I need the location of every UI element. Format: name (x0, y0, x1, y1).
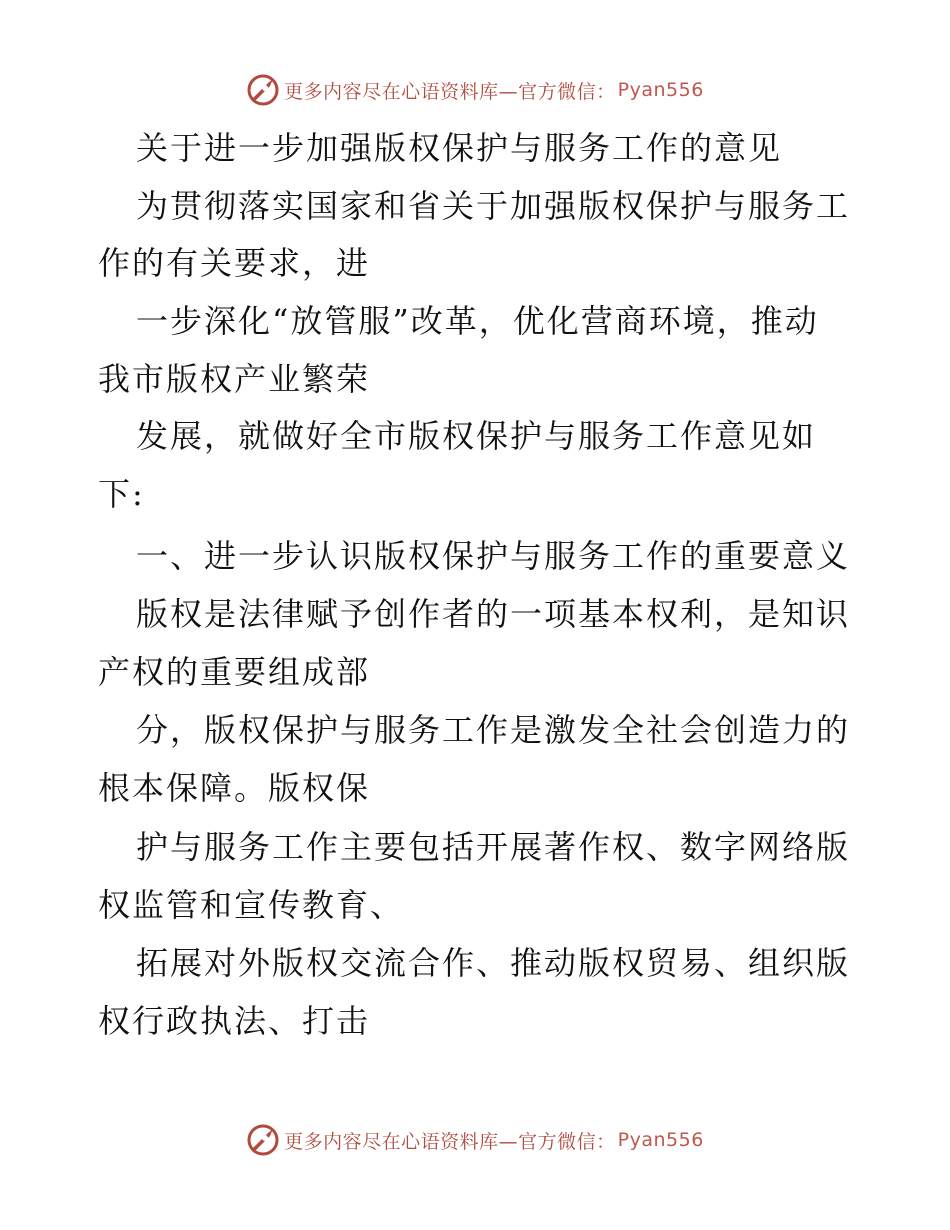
quill-logo-icon (246, 73, 280, 107)
watermark-contact: Pyan556 (617, 79, 704, 101)
paragraph-line: 拓展对外版权交流合作、推动版权贸易、组织版 (136, 944, 851, 982)
paragraph-line: 根本保障。版权保 (98, 769, 371, 807)
paragraph-line: 分，版权保护与服务工作是激发全社会创造力的 (136, 711, 851, 749)
paragraph-line: 下: (98, 475, 145, 513)
paragraph-line: 一步深化“放管服”改革，优化营商环境，推动 (136, 302, 819, 340)
paragraph-line: 权监管和宣传教育、 (98, 886, 405, 924)
paragraph-line: 作的有关要求，进 (98, 244, 371, 282)
header-watermark (0, 72, 950, 108)
footer-watermark (0, 1122, 950, 1158)
document-title: 关于进一步加强版权保护与服务工作的意见 (136, 129, 783, 167)
watermark-label: 更多内容尽在心语资料库—官方微信： (284, 1130, 616, 1153)
paragraph-line: 发展，就做好全市版权保护与服务工作意见如 (136, 417, 817, 455)
watermark-contact: Pyan556 (617, 1129, 704, 1151)
watermark-label: 更多内容尽在心语资料库—官方微信： (284, 80, 616, 103)
quill-logo-icon (246, 1123, 280, 1157)
paragraph-line: 权行政执法、打击 (98, 1002, 371, 1040)
paragraph-line: 护与服务工作主要包括开展著作权、数字网络版 (136, 828, 851, 866)
paragraph-line: 我市版权产业繁荣 (98, 360, 371, 398)
paragraph-line: 为贯彻落实国家和省关于加强版权保护与服务工 (136, 187, 851, 225)
paragraph-line: 版权是法律赋予创作者的一项基本权利，是知识 (136, 595, 851, 633)
section-heading: 一、进一步认识版权保护与服务工作的重要意义 (136, 537, 851, 575)
paragraph-line: 产权的重要组成部 (98, 653, 371, 691)
